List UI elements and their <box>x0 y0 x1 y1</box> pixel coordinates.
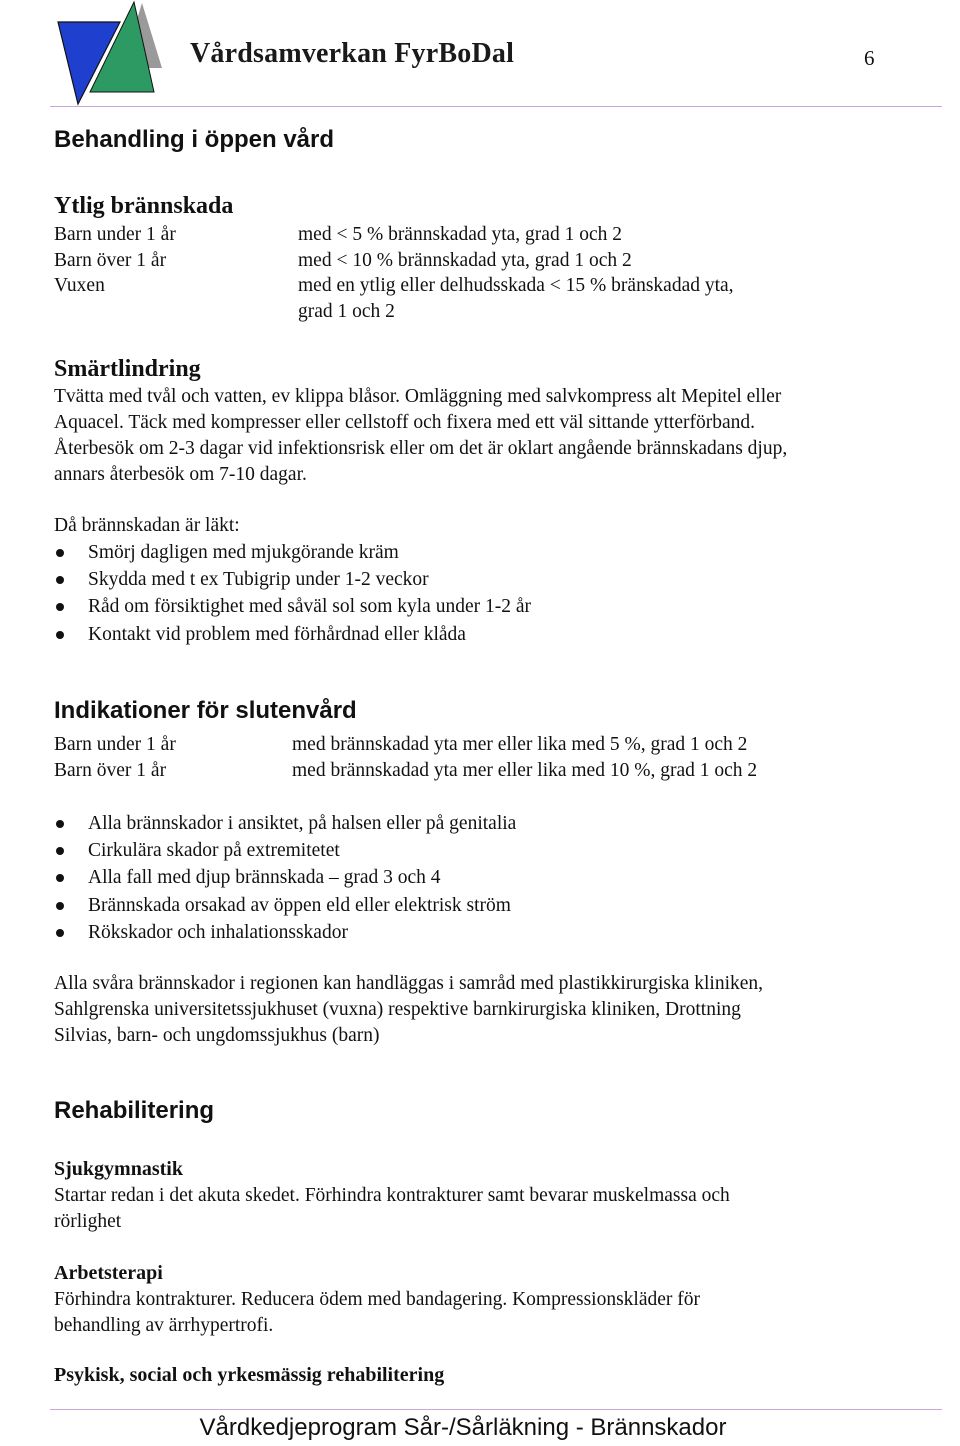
subtitle-ot: Arbetsterapi <box>54 1262 163 1284</box>
superficial-row-label: Vuxen <box>54 275 105 296</box>
section-title-inpatient: Indikationer för slutenvård <box>54 697 357 724</box>
list-item: Kontakt vid problem med förhårdnad eller klåda <box>54 621 531 648</box>
text-line: Förhindra kontrakturer. Reducera ödem med bandagering. Kompressionskläder för <box>54 1289 701 1310</box>
superficial-row-value: med < 5 % brännskadad yta, grad 1 och 2 <box>298 224 622 245</box>
text-line: Alla svåra brännskador i regionen kan handläggas i samråd med plastikkirurgiska kliniken, <box>54 973 764 994</box>
inpatient-row-value: med brännskadad yta mer eller lika med 10 %, grad 1 och 2 <box>292 760 758 781</box>
subtitle-physio: Sjukgymnastik <box>54 1158 183 1180</box>
healed-care-list <box>54 539 531 648</box>
inpatient-row-value: med brännskadad yta mer eller lika med 5 %, grad 1 och 2 <box>292 734 748 755</box>
text-line: rörlighet <box>54 1211 122 1232</box>
list-item: Brännskada orsakad av öppen eld eller elektrisk ström <box>54 892 516 919</box>
list-item: Smörj dagligen med mjukgörande kräm <box>54 539 531 566</box>
text-line: Silvias, barn- och ungdomssjukhus (barn) <box>54 1025 380 1046</box>
text-line: Sahlgrenska universitetssjukhuset (vuxna) respektive barnkirurgiska kliniken, Drottning <box>54 999 741 1020</box>
footer-divider <box>50 1409 942 1410</box>
text-line: Startar redan i det akuta skedet. Förhindra kontrakturer samt bevarar muskelmassa och <box>54 1185 730 1206</box>
subtitle-pain-relief: Smärtlindring <box>54 356 201 382</box>
text-line: behandling av ärrhypertrofi. <box>54 1315 274 1336</box>
superficial-row-label: Barn under 1 år <box>54 224 176 245</box>
list-item: Alla fall med djup brännskada – grad 3 och 4 <box>54 864 516 891</box>
section-title-rehab: Rehabilitering <box>54 1097 215 1124</box>
healed-intro: Då brännskadan är läkt: <box>54 515 240 536</box>
list-item: Cirkulära skador på extremitetet <box>54 837 516 864</box>
text-line: Aquacel. Täck med kompresser eller cellstoff och fixera med ett väl sittande ytterförband. <box>54 412 756 433</box>
text-line: Tvätta med tvål och vatten, ev klippa blåsor. Omläggning med salvkompress alt Mepitel eller <box>54 386 782 407</box>
header-title: Vårdsamverkan FyrBoDal <box>190 38 515 69</box>
inpatient-criteria-list <box>54 810 516 946</box>
list-item: Rökskador och inhalationsskador <box>54 919 516 946</box>
page-number: 6 <box>864 46 875 70</box>
list-item: Råd om försiktighet med såväl sol som kyla under 1-2 år <box>54 593 531 620</box>
subtitle-superficial-burn: Ytlig brännskada <box>54 193 234 219</box>
superficial-row-continuation: grad 1 och 2 <box>298 301 395 322</box>
header-divider <box>50 106 942 107</box>
inpatient-row-label: Barn under 1 år <box>54 734 176 755</box>
list-item: Skydda med t ex Tubigrip under 1-2 veckor <box>54 566 531 593</box>
footer-text: Vårdkedjeprogram Sår-/Sårläkning - Brännskador <box>199 1414 727 1441</box>
inpatient-row-label: Barn över 1 år <box>54 760 167 781</box>
inpatient-paragraph <box>54 971 763 1049</box>
superficial-row-label: Barn över 1 år <box>54 250 167 271</box>
section-title-open-care: Behandling i öppen vård <box>54 126 335 153</box>
ot-text <box>54 1287 700 1339</box>
pain-relief-text <box>54 384 787 488</box>
fyrbodal-logo <box>50 0 166 110</box>
subtitle-psych-rehab: Psykisk, social och yrkesmässig rehabilitering <box>54 1364 445 1386</box>
superficial-row-value: med < 10 % brännskadad yta, grad 1 och 2 <box>298 250 632 271</box>
list-item: Alla brännskador i ansiktet, på halsen eller på genitalia <box>54 810 516 837</box>
text-line: annars återbesök om 7-10 dagar. <box>54 464 307 485</box>
physio-text <box>54 1183 730 1235</box>
superficial-row-value: med en ytlig eller delhudsskada < 15 % bränskadad yta, <box>298 275 734 296</box>
text-line: Återbesök om 2-3 dagar vid infektionsrisk eller om det är oklart angående brännskadans djup, <box>54 438 788 459</box>
